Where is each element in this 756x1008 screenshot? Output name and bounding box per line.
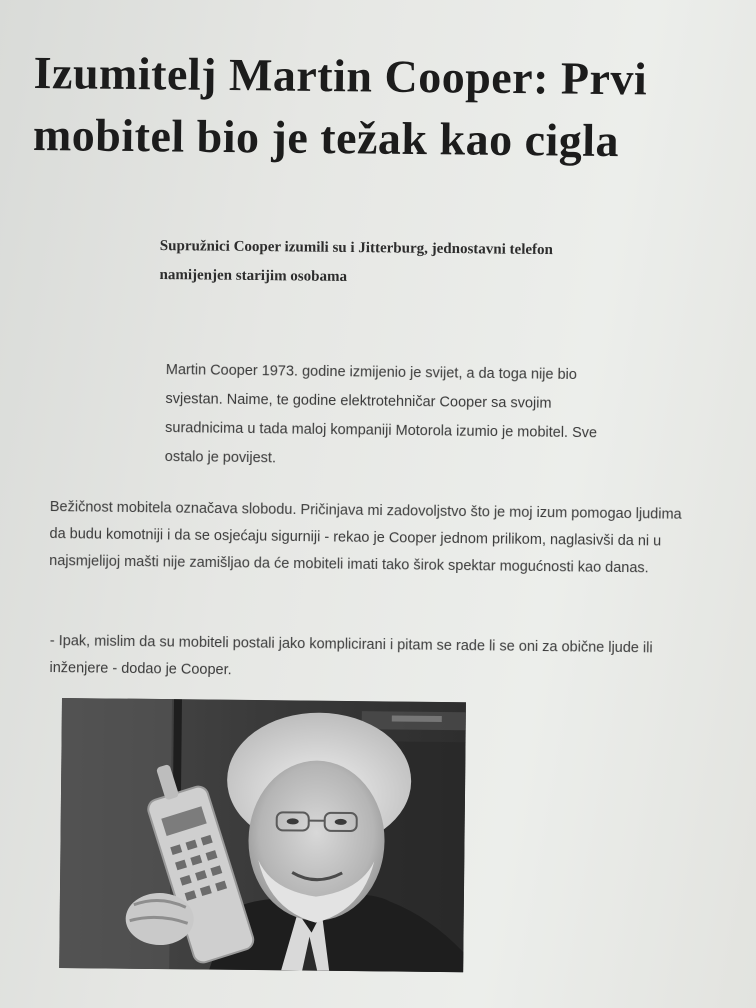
portrait-photo-icon <box>59 698 466 972</box>
article-subtitle: Supružnici Cooper izumili su i Jitterburg, jednostavni telefon namijenjen starijim osobama <box>159 237 553 285</box>
article-intro: Martin Cooper 1973. godine izmijenio je svijet, a da toga nije bio svjestan. Naime, te godine elektrotehničar Cooper sa svojim suradnicima u tada maloj kompaniji Motorola izumio je mobitel. Sve ostalo je povijest. <box>164 361 598 467</box>
article-headline: Izumitelj Martin Cooper: Prvi mobitel bio je težak kao cigla <box>32 46 648 167</box>
article-paragraph-1: Bežičnost mobitela označava slobodu. Pričinjava mi zadovoljstvo što je moj izum pomogao ljudima da budu komotniji i da se osjećaju sigurniji - rekao je Cooper jednom prilikom, naglasivši da ni u najsmjelijoj mašti nije zamišljao da će mobiteli imati tako širok spektar mogućnosti kao danas. <box>49 498 682 577</box>
article-paragraph-2: - Ipak, mislim da su mobiteli postali jako komplicirani i pitam se rade li se oni za obične ljude ili inženjere - dodao je Cooper. <box>49 632 653 679</box>
